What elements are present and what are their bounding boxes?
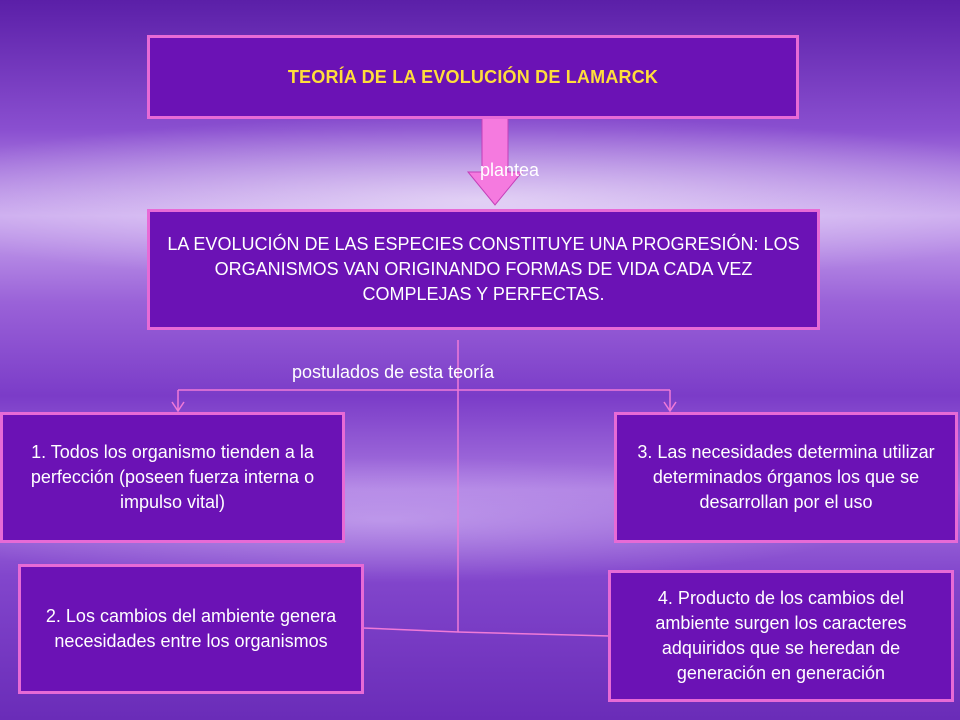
plantea-label: plantea [480, 160, 540, 180]
postulate-4-box [608, 570, 954, 702]
postulate-2-box [18, 564, 364, 694]
postulados-label: postulados de esta teoría [292, 362, 495, 382]
connector-box2 [363, 628, 458, 632]
title-box [147, 35, 799, 119]
postulate-1-text: 1. Todos los organismo tienden a la perfección (poseen fuerza interna o impulso vital) [30, 441, 315, 513]
postulate-1-box [0, 412, 345, 543]
postulate-2-text: 2. Los cambios del ambiente genera necesidades entre los organismos [45, 605, 337, 651]
connector-box4 [458, 632, 610, 636]
main-statement-box [147, 209, 820, 330]
title-text: TEORÍA DE LA EVOLUCIÓN DE LAMARCK [287, 66, 659, 87]
postulate-3-box [614, 412, 958, 543]
postulate-4-text: 4. Producto de los cambios del ambiente surgen los caracteres adquiridos que se heredan de generación en generación [655, 587, 907, 684]
postulate-3-text: 3. Las necesidades determina utilizar determinados órganos los que se desarrollan por el uso [637, 441, 935, 513]
main-statement-text: LA EVOLUCIÓN DE LAS ESPECIES CONSTITUYE UNA PROGRESIÓN: LOS ORGANISMOS VAN ORIGINANDO FORMAS DE VIDA CADA VEZ COMPLEJAS Y PERFECTAS. [167, 233, 800, 305]
